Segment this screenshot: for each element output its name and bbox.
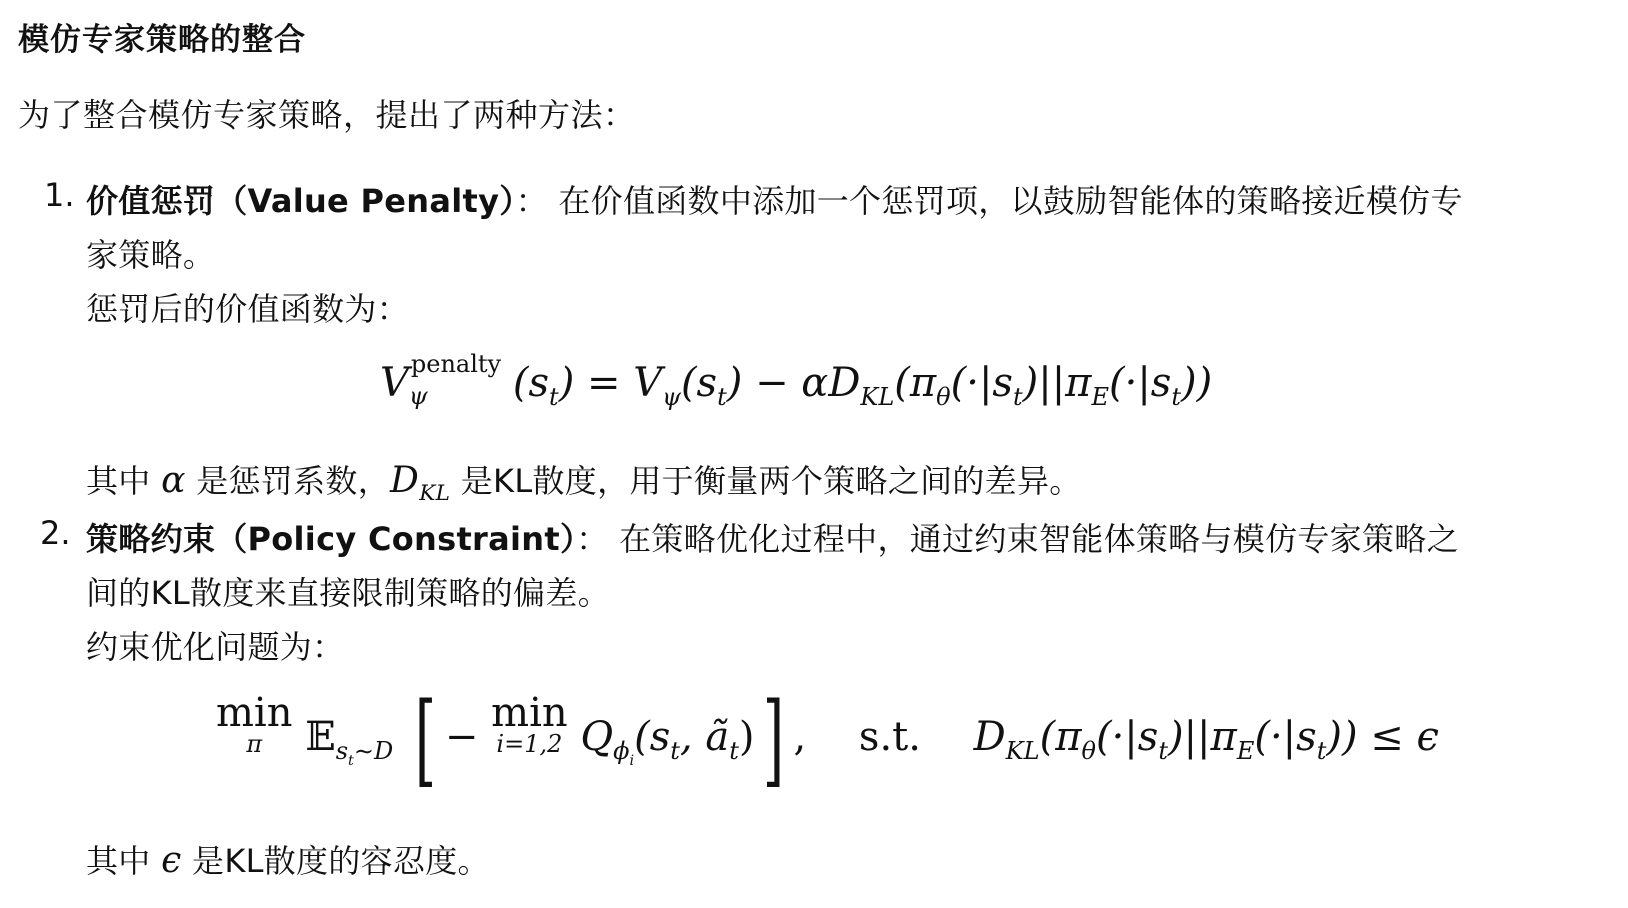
alpha-symbol: α: [161, 460, 186, 501]
item-line-2: 间的KL散度来直接限制策略的偏差。: [86, 574, 610, 612]
list-number: 2.: [40, 514, 71, 552]
dkl-symbol: $D_{KL}$: [390, 460, 451, 507]
item-term: 策略约束（Policy Constraint）: [86, 520, 577, 558]
page-title: 模仿专家策略的整合: [18, 22, 306, 58]
item-description: 在价值函数中添加一个惩罚项，以鼓励智能体的策略接近模仿专: [558, 182, 1463, 220]
list-number: 1.: [44, 176, 75, 214]
item-line-1: [86, 514, 1459, 560]
intro-paragraph: 为了整合模仿专家策略，提出了两种方法：: [18, 96, 636, 134]
formula-intro: 约束优化问题为：: [86, 628, 345, 666]
formula-intro: 惩罚后的价值函数为：: [86, 290, 410, 328]
formula-note: 其中 α 是惩罚系数，$D_{KL}$ 是KL散度，用于衡量两个策略之间的差异。: [86, 460, 1082, 507]
item-line-2: 家策略。: [86, 236, 216, 274]
item-colon: ：: [515, 182, 548, 220]
epsilon-symbol: ϵ: [161, 840, 182, 881]
item-term: 价值惩罚（Value Penalty）: [86, 182, 516, 220]
penalty-value-formula: V penalty ψ $(s_t) = V_\psi(s_t) - \alpha D_{KL}(\pi_\theta(\cdot|s_t)||\pi_E(\cdot|s_t))$: [380, 350, 1213, 411]
constraint-formula: min π 𝔼$_{s_t\sim D}$ [ − min i=1,2 $Q_{\phi_i}(s_t$, $ã_t$)] , s.t. $D_{KL}(\pi_\theta(\cdot|s_t)||\pi_E(\cdot|s_t)) \le \epsilon$: [216, 681, 1439, 798]
item-line-1: [86, 176, 1463, 222]
formula-note: 其中 ϵ 是KL散度的容忍度。: [86, 840, 490, 881]
item-description: 在策略优化过程中，通过约束智能体策略与模仿专家策略之: [619, 520, 1459, 558]
item-colon: ：: [576, 520, 609, 558]
